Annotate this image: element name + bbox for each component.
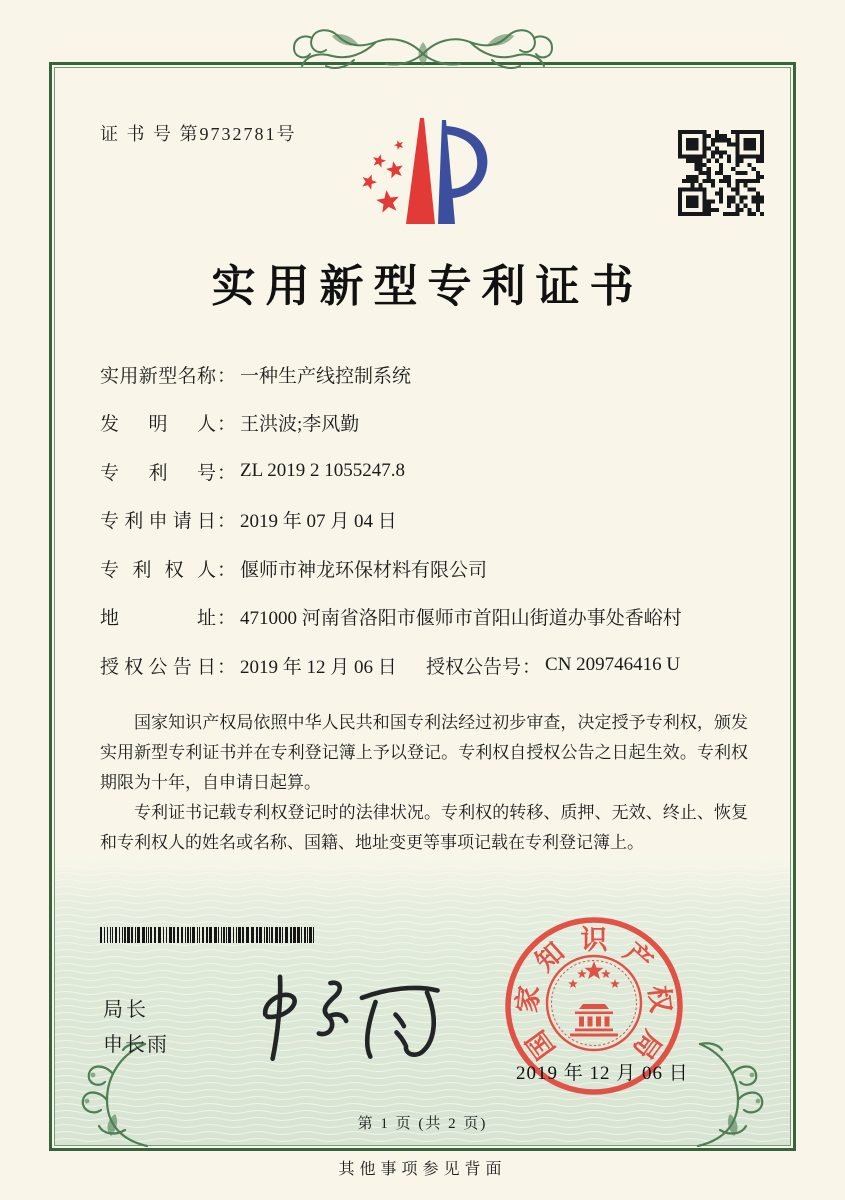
page-info: 第 1 页 (共 2 页): [357, 1116, 488, 1132]
handwritten-signature-icon: [238, 960, 448, 1065]
body-paragraph-1: 国家知识产权局依照中华人民共和国专利法经过初步审查，决定授予专利权，颁发实用新型专利证书并在专利登记簿上予以登记。专利权自授权公告之日起生效。专利权期限为十年，自申请日起算。: [100, 713, 748, 792]
bottom-right-scroll-ornament-icon: [696, 1038, 788, 1150]
field-row-patent-no: [100, 447, 760, 496]
svg-text:识: 识: [580, 925, 608, 955]
field-value: 471000 河南省洛阳市偃师市首阳山街道办事处香峪村: [240, 608, 682, 630]
qr-code-icon: [678, 130, 764, 216]
field-row-patentee: [100, 544, 760, 593]
field-row-address: [100, 593, 760, 642]
field-colon: ：: [217, 559, 237, 581]
field-label: 实用新型名称: [100, 365, 216, 387]
field-label: 专利号: [100, 462, 216, 484]
field-colon: ：: [217, 511, 237, 533]
field-value: 2019 年 12 月 06 日: [240, 656, 397, 678]
field-row-inventor: [100, 399, 760, 448]
field-label: 地址: [100, 608, 216, 630]
field-row-filing-date: [100, 496, 760, 545]
svg-text:家: 家: [512, 984, 545, 1015]
field-value: 2019 年 07 月 04 日: [240, 511, 397, 533]
field-colon: ：: [217, 608, 237, 630]
svg-text:产: 产: [618, 936, 659, 978]
field-grant-number: [426, 652, 680, 679]
field-label: 发明人: [100, 414, 216, 436]
cnipa-logo-icon: [342, 112, 542, 242]
svg-text:权: 权: [643, 984, 676, 1015]
field-label: 专利申请日: [100, 511, 216, 533]
commissioner-title: 局长: [103, 999, 149, 1021]
top-scroll-ornament-icon: [256, 22, 590, 86]
field-colon: ：: [217, 414, 237, 436]
field-value: 王洪波;李风勤: [240, 414, 360, 436]
commissioner-name: 申长雨: [103, 1034, 169, 1056]
svg-text:局: 局: [627, 1025, 668, 1065]
field-colon: ：: [217, 365, 237, 387]
certificate-title: 实用新型专利证书: [211, 262, 644, 311]
certificate-number: 证 书 号 第9732781号: [100, 124, 297, 144]
back-note: 其他事项参见背面: [338, 1161, 507, 1178]
field-value: 偃师市神龙环保材料有限公司: [240, 559, 488, 581]
barcode-icon: [100, 927, 318, 943]
field-row-name: [100, 350, 760, 399]
seal-date: 2019 年 12 月 06 日: [516, 1063, 689, 1084]
svg-text:国: 国: [520, 1025, 561, 1065]
field-row-grant-date: [100, 641, 760, 690]
field-colon: ：: [217, 462, 237, 484]
svg-text:知: 知: [529, 936, 570, 978]
certificate-fields: [100, 350, 760, 690]
field-value: CN 209746416 U: [545, 654, 681, 676]
field-colon: ：: [217, 656, 237, 678]
field-colon: ：: [522, 656, 542, 678]
certificate-body: [100, 708, 748, 858]
field-label: 授权公告号: [426, 656, 522, 678]
field-label: 专利权人: [100, 559, 216, 581]
body-paragraph-2: 专利证书记载专利权登记时的法律状况。专利权的转移、质押、无效、终止、恢复和专利权人的姓名或名称、国籍、地址变更等事项记载在专利登记簿上。: [100, 803, 748, 852]
field-label: 授权公告日: [100, 656, 216, 678]
field-value: ZL 2019 2 1055247.8: [240, 460, 406, 482]
field-value: 一种生产线控制系统: [240, 365, 412, 387]
